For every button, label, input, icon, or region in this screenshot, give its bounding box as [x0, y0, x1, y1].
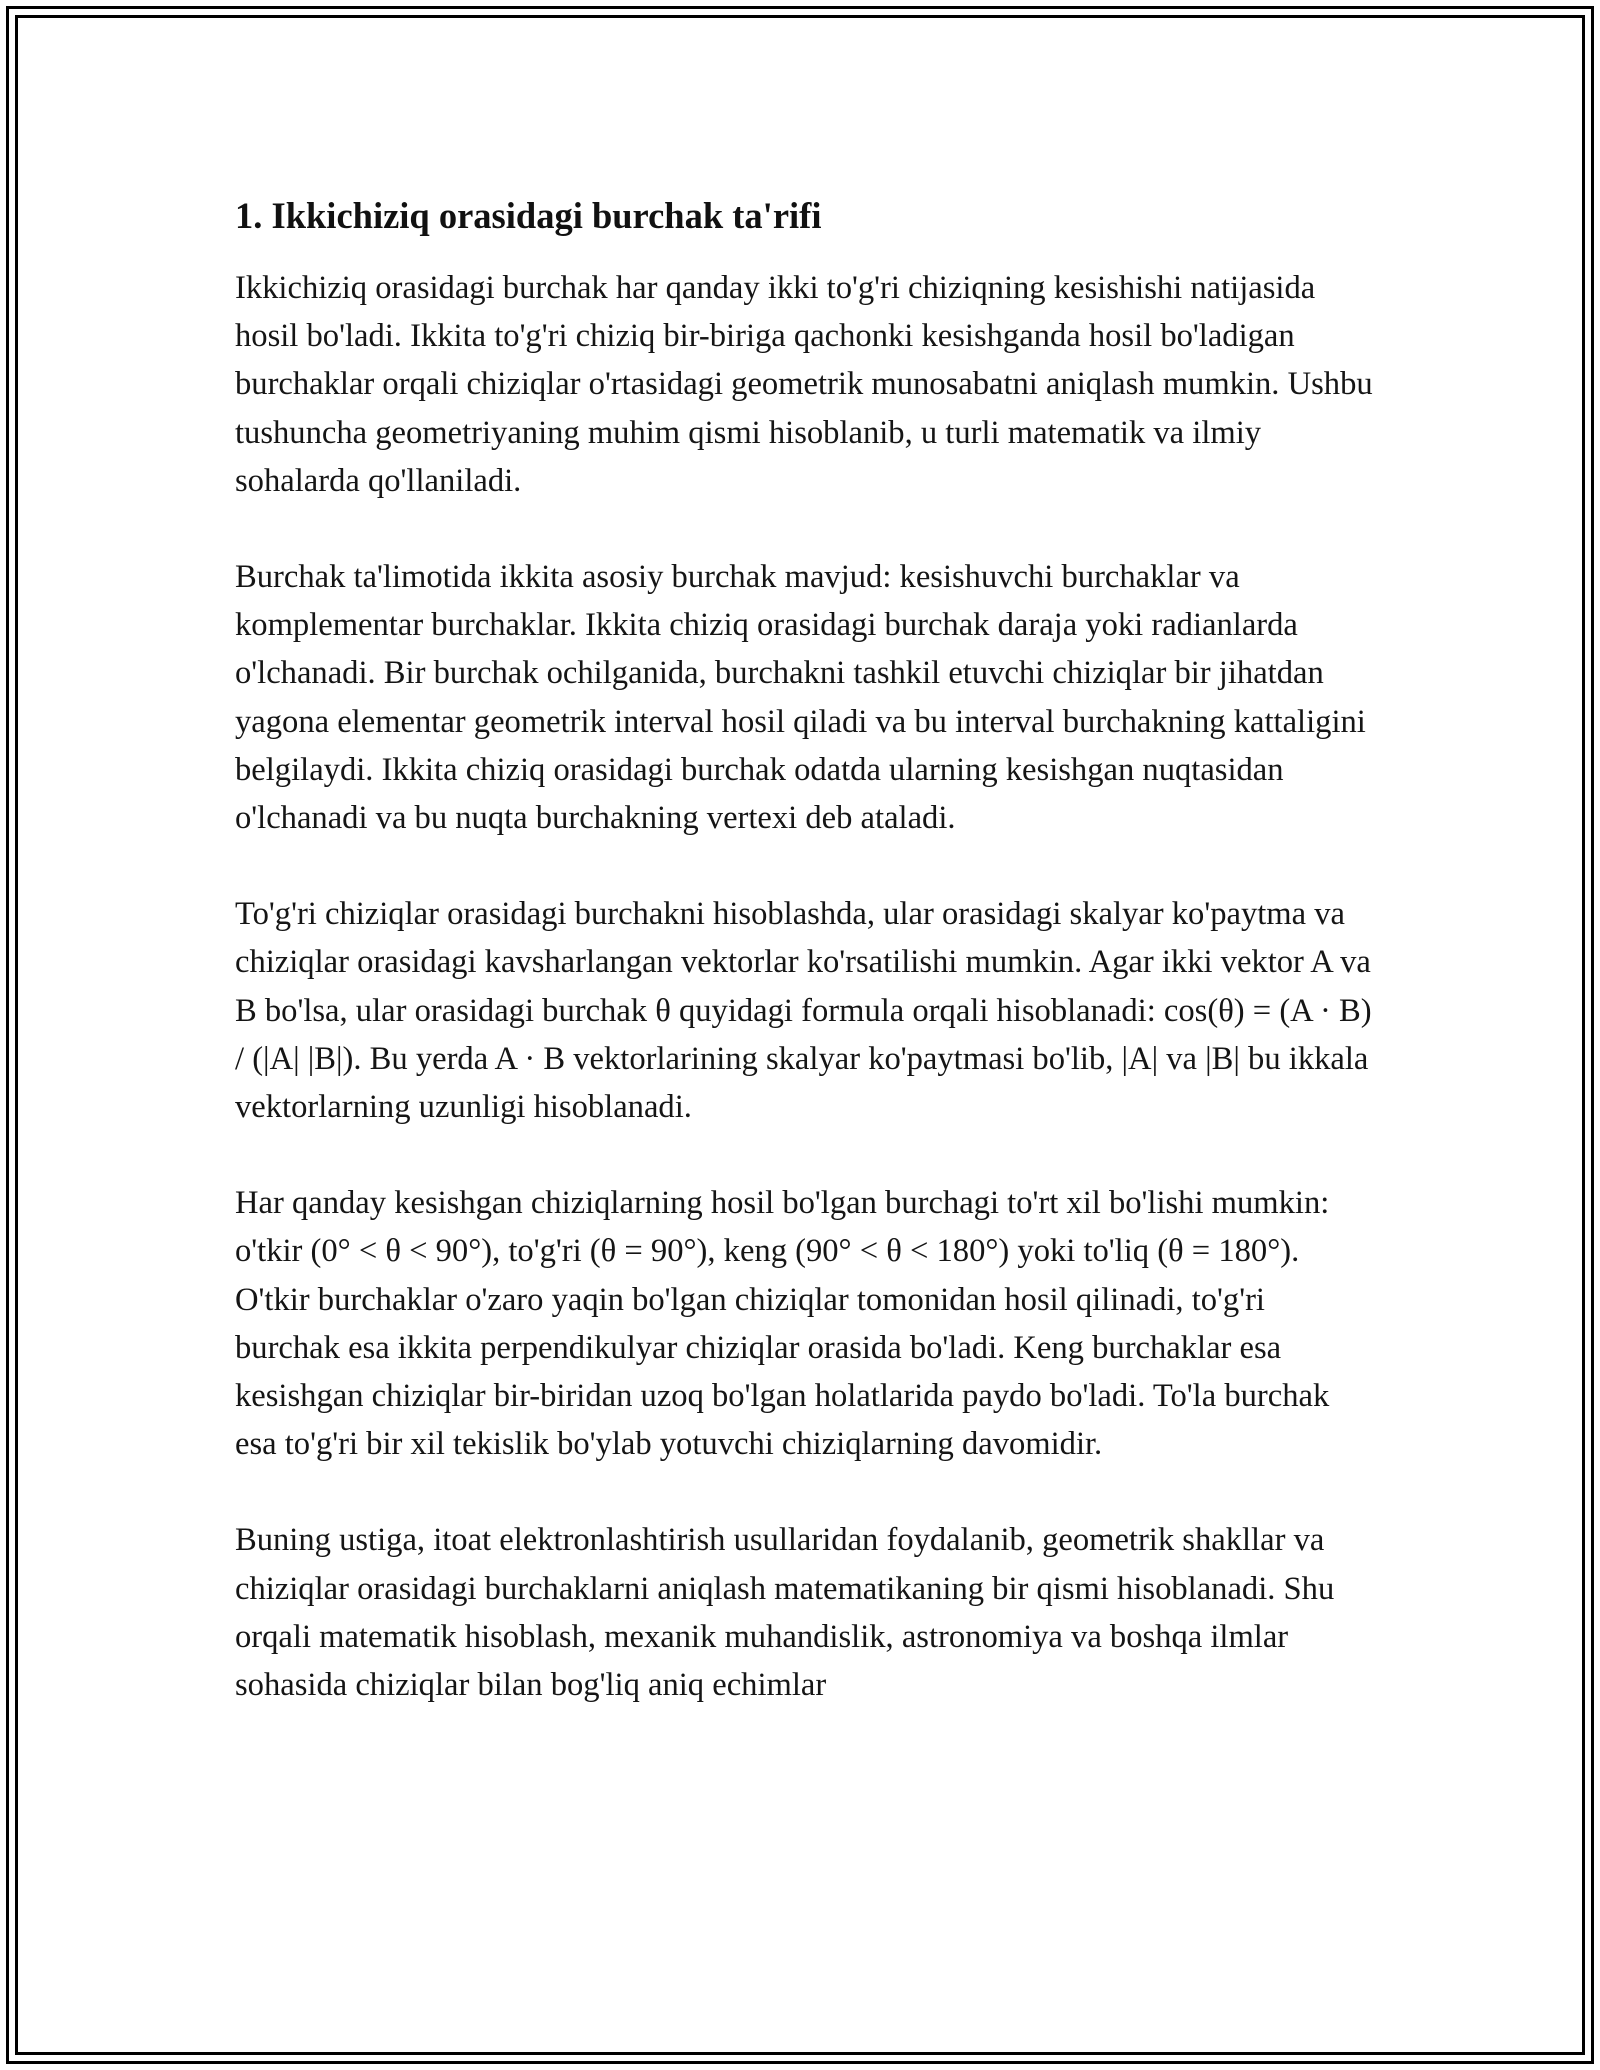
document-body [235, 188, 1375, 1709]
paragraph-3: To'g'ri chiziqlar orasidagi burchakni hisoblashda, ular orasidagi skalyar ko'paytma va chiziqlar orasidagi kavsharlangan vektorlar ko'rsatilishi mumkin. Agar ikki vektor A va B bo'lsa, ular orasidagi burchak θ quyidagi formula orqali hisoblanadi: cos(θ) = (A · B) / (|A| |B|). Bu yerda A · B vektorlarining skalyar ko'paytmasi bo'lib, |A| va |B| bu ikkala vektorlarning uzunligi hisoblanadi. [235, 896, 1372, 1126]
paragraph-1: Ikkichiziq orasidagi burchak har qanday ikki to'g'ri chiziqning kesishishi natijasida hosil bo'ladi. Ikkita to'g'ri chiziq bir-biriga qachonki kesishganda hosil bo'ladigan burchaklar orqali chiziqlar o'rtasidagi geometrik munosabatni aniqlash mumkin. Ushbu tushuncha geometriyaning muhim qismi hisoblanib, u turli matematik va ilmiy sohalarda qo'llaniladi. [235, 270, 1373, 499]
paragraph-2: Burchak ta'limotida ikkita asosiy burchak mavjud: kesishuvchi burchaklar va komplementar burchaklar. Ikkita chiziq orasidagi burchak daraja yoki radianlarda o'lchanadi. Bir burchak ochilganida, burchakni tashkil etuvchi chiziqlar bir jihatdan yagona elementar geometrik interval hosil qiladi va bu interval burchakning kattaligini belgilaydi. Ikkita chiziq orasidagi burchak odatda ularning kesishgan nuqtasidan o'lchanadi va bu nuqta burchakning vertexi deb ataladi. [235, 559, 1366, 837]
section-heading: 1. Ikkichiziq orasidagi burchak ta'rifi [235, 195, 822, 236]
paragraph-5: Buning ustiga, itoat elektronlashtirish usullaridan foydalanib, geometrik shakllar va chiziqlar orasidagi burchaklarni aniqlash matematikaning bir qismi hisoblanadi. Shu orqali matematik hisoblash, mexanik muhandislik, astronomiya va boshqa ilmlar sohasida chiziqlar bilan bog'liq aniq echimlar [235, 1522, 1335, 1704]
paragraph-4: Har qanday kesishgan chiziqlarning hosil bo'lgan burchagi to'rt xil bo'lishi mumkin: o'tkir (0° < θ < 90°), to'g'ri (θ = 90°), keng (90° < θ < 180°) yoki to'liq (θ = 180°). O'tkir burchaklar o'zaro yaqin bo'lgan chiziqlar tomonidan hosil qilinadi, to'g'ri burchak esa ikkita perpendikulyar chiziqlar orasida bo'ladi. Keng burchaklar esa kesishgan chiziqlar bir-biridan uzoq bo'lgan holatlarida paydo bo'ladi. To'la burchak esa to'g'ri bir xil tekislik bo'ylab yotuvchi chiziqlarning davomidir. [235, 1185, 1330, 1463]
